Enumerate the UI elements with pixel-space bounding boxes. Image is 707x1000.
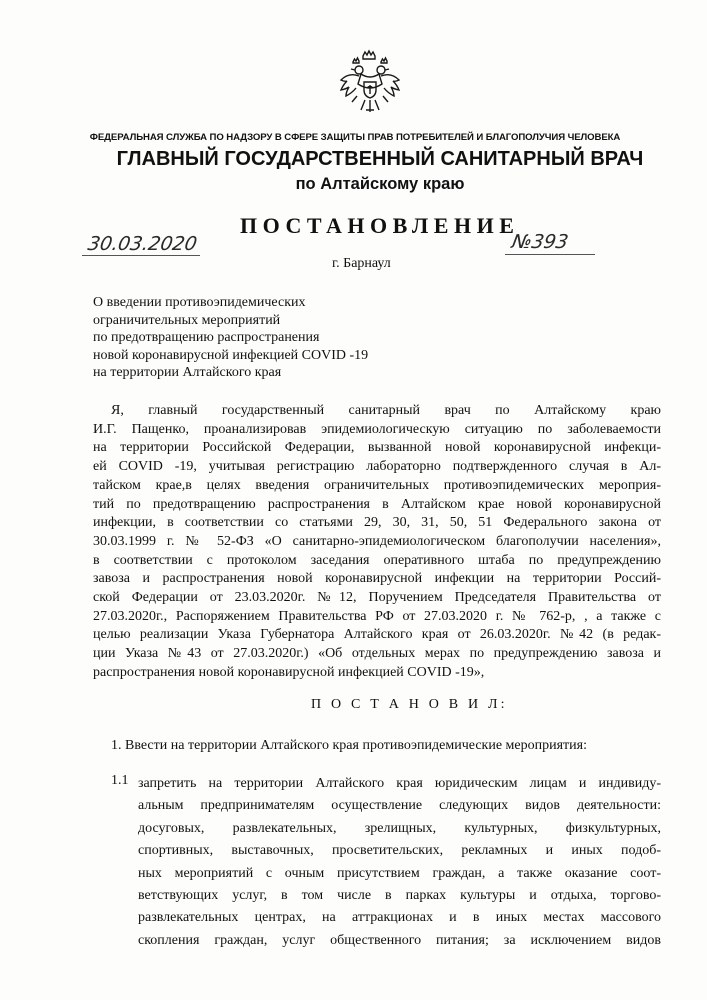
preamble-line: распространения новой коронавирусной инфекцией COVID -19», xyxy=(93,664,485,680)
city-label: г. Барнаул xyxy=(332,256,391,271)
preamble-line: 27.03.2020г., Распоряжением Правительства РФ от 27.03.2020 г. № 762-р, , а также с xyxy=(93,608,661,624)
region-subtitle: по Алтайскому краю xyxy=(295,175,465,193)
subject-line: по предотвращению распространения xyxy=(93,330,320,346)
item-line: ных мероприятий с очным присутствием граждан, а также оказание соот- xyxy=(138,865,661,881)
subject-line: новой коронавирусной инфекцией COVID -19 xyxy=(93,347,369,363)
decree-item-1: 1. Ввести на территории Алтайского края противоэпидемические мероприятия: xyxy=(111,738,587,753)
subject-line: ограничительных мероприятий xyxy=(93,312,281,328)
item-line: запретить на территории Алтайского края юридическим лицам и индивиду- xyxy=(138,776,661,791)
handwritten-date: 30.03.2020 xyxy=(86,233,199,255)
preamble-line: тий по предотвращению распространения в Алтайском крае новой коронавирусной xyxy=(93,496,661,512)
item-line: ветствующих услуг, в том числе в парках культуры и отдыха, торгово- xyxy=(138,888,661,904)
preamble-line: тайском крае,в целях введения ограничительных противоэпидемических мероприя- xyxy=(93,477,661,493)
handwritten-number: №393 xyxy=(510,231,570,253)
decree-item-number: 1.1 xyxy=(111,773,129,788)
item-line: скопления граждан, услуг общественного питания; за исключением видов xyxy=(138,932,661,948)
preamble-paragraph xyxy=(93,402,661,683)
preamble-line: на территории Российской Федерации, вызванной новой коронавирусной инфекци- xyxy=(93,440,661,456)
date-underline xyxy=(82,255,200,256)
decree-item-1-1 xyxy=(138,773,661,952)
subject-block xyxy=(93,294,473,382)
coat-of-arms-icon xyxy=(335,48,405,120)
preamble-line: завоза и распространения новой коронавирусной инфекции на территории Россий- xyxy=(93,571,661,587)
item-line: спортивных, выставочных, просветительских, рекламных и иных подоб- xyxy=(138,843,661,859)
preamble-line: И.Г. Пащенко, проанализировав эпидемиологическую ситуацию по заболеваемости xyxy=(93,421,661,437)
preamble-line: 30.03.1999 г. № 52-ФЗ «О санитарно-эпидемиологическом благополучии населения», xyxy=(93,533,661,549)
agency-name: ФЕДЕРАЛЬНАЯ СЛУЖБА ПО НАДЗОРУ В СФЕРЕ ЗАЩИТЫ ПРАВ ПОТРЕБИТЕЛЕЙ И БЛАГОПОЛУЧИЯ ЧЕЛОВЕКА xyxy=(89,132,621,143)
preamble-line: инфекции, в соответствии со статьями 29, 30, 31, 50, 51 Федерального закона от xyxy=(93,515,661,531)
preamble-line: Я, главный государственный санитарный врач по Алтайскому краю xyxy=(111,403,661,418)
official-title: ГЛАВНЫЙ ГОСУДАРСТВЕННЫЙ САНИТАРНЫЙ ВРАЧ xyxy=(116,148,644,170)
number-underline xyxy=(505,254,595,255)
item-line: развлекательных центрах, на аттракционах и в иных местах массового xyxy=(138,910,661,926)
item-line: досуговых, развлекательных, зрелищных, культурных, физкультурных, xyxy=(138,820,661,836)
preamble-line: целью реализации Указа Губернатора Алтайского края от 26.03.2020г. №42 (в редак- xyxy=(93,627,661,643)
subject-line: О введении противоэпидемических xyxy=(93,295,306,310)
item-line: альным предпринимателям осуществление следующих видов деятельности: xyxy=(138,798,661,814)
document-type-heading: ПОСТАНОВЛЕНИЕ xyxy=(240,213,520,238)
decree-heading: П О С Т А Н О В И Л: xyxy=(311,697,508,712)
preamble-line: в соответствии с протоколом заседания оперативного штаба по предупреждению xyxy=(93,552,661,568)
subject-line: на территории Алтайского края xyxy=(93,365,282,381)
preamble-line: ской Федерации от 23.03.2020г. №12, Поручением Председателя Правительства от xyxy=(93,590,661,606)
preamble-line: ей COVID -19, учитывая регистрацию лабораторно подтвержденного случая в Ал- xyxy=(93,459,661,475)
preamble-line: ции Указа №43 от 27.03.2020г.) «Об отдельных мерах по предупреждению завоза и xyxy=(93,646,661,662)
